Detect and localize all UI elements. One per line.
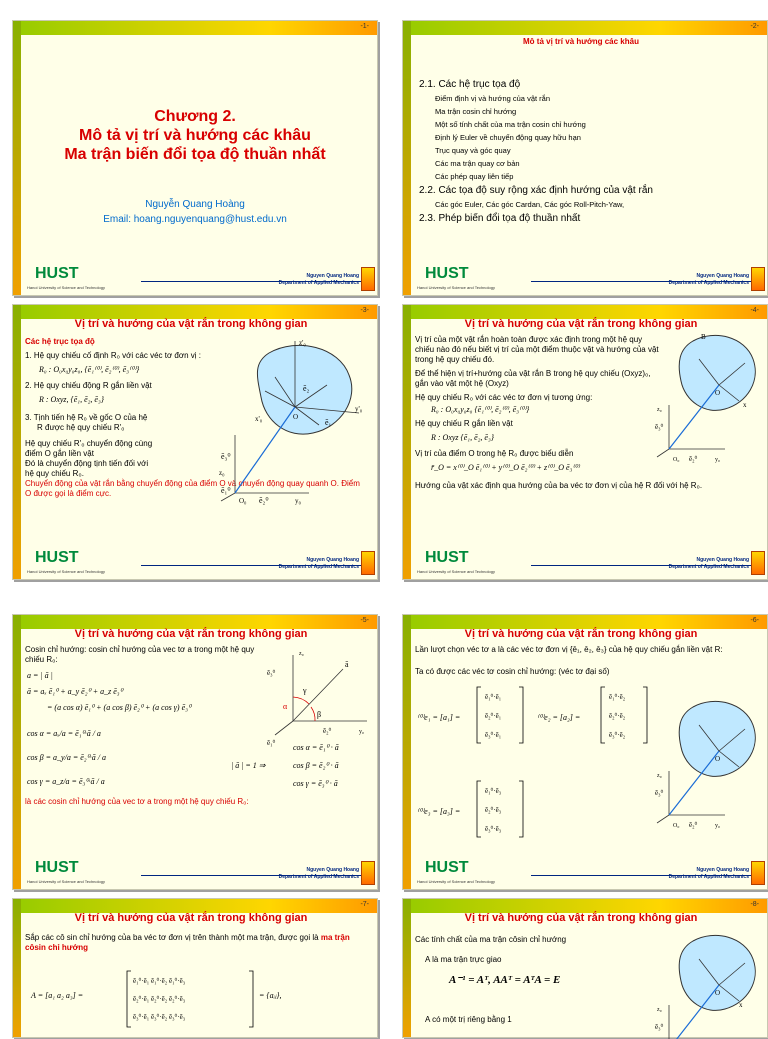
text-line: điểm O gắn liền vật (25, 449, 94, 458)
svg-text:β: β (317, 710, 322, 719)
footer-dept: Department of Applied Mechanics (668, 564, 749, 570)
equation: cos β = ē₂⁰ · ā (293, 761, 339, 770)
hust-logo-text: HUST (425, 859, 469, 876)
footer-author (279, 273, 359, 287)
toc-item: Ma trận cosin chỉ hướng (435, 107, 517, 116)
svg-text:ē₁⁰·ē₃: ē₁⁰·ē₃ (485, 787, 502, 795)
hust-logo-text: HUST (35, 265, 79, 282)
paragraph: Hệ quy chiếu R gắn liền vật (415, 419, 513, 428)
footer-author (279, 867, 359, 881)
slide-number: -3- (360, 307, 369, 314)
svg-text:ē₁⁰·ē₁: ē₁⁰·ē₁ (485, 693, 502, 701)
slide-header: Vị trí và hướng của vật rắn trong không gian (464, 628, 698, 640)
slide-5 (12, 614, 378, 890)
svg-text:O: O (715, 755, 721, 763)
svg-text:ē₂: ē₂ (303, 384, 310, 393)
svg-text:O: O (293, 413, 299, 421)
svg-text:O₀: O₀ (673, 823, 680, 829)
paragraph: Các tính chất của ma trận côsin chỉ hướng (415, 935, 567, 944)
slide-4 (402, 304, 768, 580)
slide-3 (12, 304, 378, 580)
paragraph: Vị trí của một vật rắn hoàn toàn được xác định trong một hệ quy chiếu nào đó nếu biết vị trí của một điểm thuộc vật và hướng của vật trong hệ quy chiếu đó. (415, 335, 659, 364)
toc-item: Các phép quay liên tiếp (435, 172, 514, 181)
equation: cos α = ē₁⁰ · ā (293, 743, 339, 752)
text-line: Hệ quy chiếu R'₀ chuyển động cùng (25, 439, 153, 448)
svg-text:ē₂⁰·ē₂: ē₂⁰·ē₂ (609, 712, 626, 720)
equation: cos α = aₓ/a = ē₁⁰·ā / a (27, 729, 101, 738)
toc-item: Điểm định vị và hướng của vật rắn (435, 94, 550, 103)
svg-text:ē₁⁰: ē₁⁰ (221, 486, 231, 495)
svg-text:ē₃⁰: ē₃⁰ (655, 1023, 664, 1031)
footer-author-name: Nguyen Quang Hoang (306, 557, 359, 563)
hust-subtitle: Hanoi University of Science and Technology (27, 285, 105, 290)
formula: R : Oxyz {ē₁, ē₂, ē₃} (431, 433, 494, 442)
hust-logo-text: HUST (35, 549, 79, 566)
footer-dept: Department of Applied Mechanics (278, 564, 359, 570)
svg-text:ē₁⁰·ē₁ ē₁⁰·ē₂ ē₁⁰·ē₃: ē₁⁰·ē₁ ē₁⁰·ē₂ ē₁⁰·ē₃ (133, 977, 186, 985)
svg-text:z₀: z₀ (657, 773, 662, 779)
svg-text:ē₃⁰: ē₃⁰ (655, 789, 664, 797)
toc-item: Định lý Euler về chuyển động quay hữu hạn (435, 133, 581, 142)
cover-title-line-2: Mô tả vị trí và hướng các khâu (79, 127, 311, 144)
svg-text:B: B (701, 333, 706, 341)
slide-number: -6- (750, 617, 759, 624)
toc-item: Một số tính chất của ma trận cosin chỉ hướng (435, 120, 586, 129)
toc-item: Trục quay và góc quay (435, 146, 511, 155)
svg-text:ē₂⁰·ē₁ ē₂⁰·ē₂ ē₂⁰·ē₃: ē₂⁰·ē₁ ē₂⁰·ē₂ ē₂⁰·ē₃ (133, 995, 186, 1003)
formula: R₀ : O₀x₀y₀z₀, {ē₁⁽⁰⁾, ē₂⁽⁰⁾, ē₃⁽⁰⁾} (39, 365, 140, 374)
paragraph: Để thể hiện vị trí+hướng của vật rắn B trong hệ quy chiếu (Oxyz)₀, gắn vào vật một hệ (Oxyz) (415, 369, 651, 388)
slide-header: Mô tả vị trí và hướng các khâu (523, 37, 639, 46)
svg-text:y₀: y₀ (715, 457, 721, 463)
hust-logo-text: HUST (425, 549, 469, 566)
slide-number: -5- (360, 617, 369, 624)
dept-logo-icon (751, 861, 765, 885)
slide-top-bar (411, 615, 767, 629)
direction-cosine-diagram (263, 645, 373, 745)
slide-header: Vị trí và hướng của vật rắn trong không gian (464, 912, 698, 924)
slide-number: -7- (360, 901, 369, 908)
footer-author (279, 557, 359, 571)
slide-side-bar (403, 615, 411, 889)
svg-text:y₀: y₀ (715, 823, 721, 829)
footer-author (669, 867, 749, 881)
dept-logo-icon (361, 551, 375, 575)
slide-side-bar (403, 21, 411, 295)
equation: = (a cos α) ē₁⁰ + (a cos β) ē₂⁰ + (a cos γ) ē₃⁰ (47, 703, 192, 712)
svg-text:ē₃⁰: ē₃⁰ (267, 669, 276, 677)
body-frame-diagram (649, 929, 765, 1039)
slide-footer (21, 265, 377, 295)
slide-header: Vị trí và hướng của vật rắn trong không gian (464, 318, 698, 330)
author-name: Nguyễn Quang Hoàng (145, 199, 245, 210)
svg-text:ē₂⁰·ē₃: ē₂⁰·ē₃ (485, 806, 502, 814)
svg-text:y₀: y₀ (359, 729, 365, 735)
section-subtitle: Các hệ trục tọa độ (25, 337, 95, 346)
svg-text:y'₀: y'₀ (355, 405, 363, 413)
slide-top-bar (411, 305, 767, 319)
svg-text:z₀: z₀ (299, 651, 304, 657)
slide-number: -2- (750, 23, 759, 30)
author-email: Email: hoang.nguyenquang@hust.edu.vn (103, 214, 287, 225)
slide-number: -1- (360, 23, 369, 30)
svg-text:z₀: z₀ (657, 1007, 662, 1013)
paragraph: Lần lượt chọn véc tơ a là các véc tơ đơn vị {ē₁, ē₂, ē₃} của hệ quy chiếu gắn liền vật R: (415, 645, 723, 654)
note: Chuyển động của vật rắn bằng chuyển động của điểm O và chuyển động quay quanh O. Điểm O được gọi là điểm cực. (25, 479, 360, 498)
footer-dept: Department of Applied Mechanics (278, 874, 359, 880)
text-line: 3. Tịnh tiến hệ R₀ về gốc O của hệ (25, 413, 148, 422)
svg-text:z₀: z₀ (219, 469, 225, 477)
formula: R : Oxyz, {ē₁, ē₂, ē₃} (39, 395, 104, 404)
svg-text:ē₃⁰: ē₃⁰ (655, 423, 664, 431)
slide-footer (411, 549, 767, 579)
footer-dept: Department of Applied Mechanics (668, 874, 749, 880)
svg-text:ē₂⁰: ē₂⁰ (323, 727, 332, 735)
svg-text:α: α (283, 702, 288, 711)
slide-side-bar (13, 21, 21, 295)
slide-header: Vị trí và hướng của vật rắn trong không gian (74, 912, 308, 924)
paragraph: Hệ quy chiếu R₀ với các véc tơ đơn vị tương ứng: (415, 393, 593, 402)
slide-footer (411, 859, 767, 889)
toc-heading-3: 2.3. Phép biến đổi tọa độ thuần nhất (419, 213, 581, 224)
equation: cos γ = a_z/a = ē₃⁰·ā / a (27, 777, 105, 786)
footer-author-name: Nguyen Quang Hoang (306, 867, 359, 873)
svg-text:ē₂⁰: ē₂⁰ (689, 455, 698, 463)
svg-text:z'₀: z'₀ (299, 339, 306, 347)
slide-header: Vị trí và hướng của vật rắn trong không gian (74, 318, 308, 330)
formula: R₀ : O₀x₀y₀z₀ {ē₁⁽⁰⁾, ē₂⁽⁰⁾, ē₃⁽⁰⁾} (431, 405, 530, 414)
hust-subtitle: Hanoi University of Science and Technology (417, 569, 495, 574)
matrix-e1 (475, 685, 525, 745)
toc-item: Các góc Euler, Các góc Cardan, Các góc Roll-Pitch-Yaw, (435, 200, 625, 209)
hust-logo-text: HUST (425, 265, 469, 282)
toc-heading-2: 2.2. Các tọa độ suy rộng xác định hướng của vật rắn (419, 185, 653, 196)
body-frame-diagram (649, 329, 765, 479)
svg-text:y₀: y₀ (295, 497, 301, 505)
svg-text:x: x (739, 1001, 743, 1009)
svg-text:ē₃⁰·ē₂: ē₃⁰·ē₂ (609, 731, 626, 739)
footer-author-name: Nguyen Quang Hoang (696, 557, 749, 563)
cover-author (33, 197, 357, 227)
svg-text:ē₃⁰: ē₃⁰ (221, 452, 231, 461)
formula: r̄_O = x⁽⁰⁾_O ē₁⁽⁰⁾ + y⁽⁰⁾_O ē₂⁽⁰⁾ + z⁽⁰⁾_O ē₃⁽⁰⁾ (431, 463, 580, 472)
slide-side-bar (13, 615, 21, 889)
matrix-e3 (475, 779, 525, 839)
equation: cos γ = ē₃⁰ · ā (293, 779, 338, 788)
svg-text:O: O (715, 989, 721, 997)
svg-text:ē₂⁰·ē₁: ē₂⁰·ē₁ (485, 712, 502, 720)
footer-author (669, 273, 749, 287)
slide-number: -8- (750, 901, 759, 908)
svg-text:ē₁⁰: ē₁⁰ (267, 739, 276, 747)
paragraph (25, 933, 365, 953)
dept-logo-icon (751, 551, 765, 575)
vector-e3: ⁽⁰⁾e₃ = [a₃] = (417, 807, 461, 816)
slide-number: -4- (750, 307, 759, 314)
text-line: hệ quy chiếu R₀. (25, 469, 84, 478)
svg-text:ē₁: ē₁ (325, 418, 332, 427)
text-line: R được hệ quy chiếu R'₀ (37, 423, 125, 432)
svg-text:x'₀: x'₀ (255, 415, 263, 423)
slide-side-bar (403, 899, 411, 1037)
svg-text:ā: ā (345, 660, 349, 669)
svg-text:O: O (715, 389, 721, 397)
paragraph: A là ma trận trực giao (425, 955, 502, 964)
slide-footer (411, 265, 767, 295)
slide-2 (402, 20, 768, 296)
matrix-e2 (599, 685, 649, 745)
toc (419, 77, 653, 226)
footer-dept: Department of Applied Mechanics (668, 280, 749, 286)
paragraph: Cosin chỉ hướng: cosin chỉ hướng của vec tơ a trong một hệ quy chiếu R₀: (25, 645, 255, 664)
toc-heading-1: 2.1. Các hệ trục tọa độ (419, 79, 521, 90)
hust-subtitle: Hanoi University of Science and Technology (27, 569, 105, 574)
direction-cosine-matrix (125, 969, 255, 1029)
paragraph: Hướng của vật xác định qua hướng của ba véc tơ đơn vị của hệ R đối với hệ R₀. (415, 481, 703, 490)
slide-side-bar (13, 305, 21, 579)
slide-header: Vị trí và hướng của vật rắn trong không gian (74, 628, 308, 640)
cover-title-line-1: Chương 2. (154, 108, 236, 125)
slide-side-bar (13, 899, 21, 1037)
cover-title (33, 107, 357, 164)
svg-text:O₀: O₀ (239, 497, 247, 505)
slide-top-bar (21, 21, 377, 35)
footer-dept: Department of Applied Mechanics (278, 280, 359, 286)
text-line: Đó là chuyển động tịnh tiến đối với (25, 459, 149, 468)
svg-text:ē₂⁰: ē₂⁰ (259, 496, 269, 505)
paragraph: A có một trị riêng bằng 1 (425, 1015, 512, 1024)
slide-top-bar (21, 305, 377, 319)
text-line: 2. Hệ quy chiếu động R gắn liền vật (25, 381, 152, 390)
note: là các cosin chỉ hướng của vec tơ a trong một hệ quy chiếu R₀: (25, 797, 249, 806)
paragraph-text: Sắp các cô sin chỉ hướng của ba véc tơ đơn vị trên thành một ma trận, được gọi là (25, 933, 319, 942)
matrix-equation: A = [a₁ a₂ a₃] = (31, 991, 84, 1000)
slide-1 (12, 20, 378, 296)
body-frame-diagram (649, 695, 765, 845)
slide-top-bar (411, 899, 767, 913)
dept-logo-icon (361, 861, 375, 885)
equation: ā = aₓ ē₁⁰ + a_y ē₂⁰ + a_z ē₃⁰ (27, 687, 123, 696)
highlight-term: ma trận côsin chỉ hướng (25, 933, 350, 952)
matrix-equation-rhs: = {aᵢⱼ}, (259, 991, 282, 1000)
slide-7 (12, 898, 378, 1038)
hust-subtitle: Hanoi University of Science and Technology (417, 285, 495, 290)
toc-item: Các ma trận quay cơ bản (435, 159, 520, 168)
slide-top-bar (411, 21, 767, 35)
slide-footer (21, 549, 377, 579)
footer-author-name: Nguyen Quang Hoang (696, 867, 749, 873)
dept-logo-icon (361, 267, 375, 291)
text-line: 1. Hệ quy chiếu cố định R₀ với các véc tơ đơn vị : (25, 351, 202, 360)
paragraph: Vị trí của điểm O trong hệ R₀ được biểu diễn (415, 449, 574, 458)
hust-logo-text: HUST (35, 859, 79, 876)
svg-text:z₀: z₀ (657, 407, 662, 413)
footer-author-name: Nguyen Quang Hoang (306, 273, 359, 279)
orthogonality-equation: A⁻¹ = Aᵀ, AAᵀ = AᵀA = E (449, 974, 561, 986)
slide-side-bar (403, 305, 411, 579)
svg-text:ē₂⁰: ē₂⁰ (689, 821, 698, 829)
svg-text:ē₃⁰·ē₃: ē₃⁰·ē₃ (485, 825, 502, 833)
frame-diagram (209, 335, 373, 505)
vector-e1: ⁽⁰⁾e₁ = [a₁] = (417, 713, 461, 722)
cover-title-line-3: Ma trận biến đổi tọa độ thuần nhất (64, 146, 326, 163)
unit-condition: | ā | = 1 ⇒ (231, 761, 266, 770)
paragraph: Ta có được các véc tơ cosin chỉ hướng: (véc tơ đại số) (415, 667, 610, 676)
dept-logo-icon (751, 267, 765, 291)
footer-author (669, 557, 749, 571)
slide-top-bar (21, 899, 377, 913)
svg-text:ē₃⁰·ē₁ ē₃⁰·ē₂ ē₃⁰·ē₃: ē₃⁰·ē₁ ē₃⁰·ē₂ ē₃⁰·ē₃ (133, 1013, 186, 1021)
vector-e2: ⁽⁰⁾e₂ = [a₂] = (537, 713, 581, 722)
equation: a = | ā | (27, 671, 53, 680)
slide-8 (402, 898, 768, 1038)
svg-text:x: x (743, 401, 747, 409)
slide-footer (21, 859, 377, 889)
hust-subtitle: Hanoi University of Science and Technology (417, 879, 495, 884)
slide-top-bar (21, 615, 377, 629)
svg-text:ē₁⁰·ē₂: ē₁⁰·ē₂ (609, 693, 626, 701)
equation: cos β = a_y/a = ē₂⁰·ā / a (27, 753, 106, 762)
svg-text:O₀: O₀ (673, 457, 680, 463)
svg-text:γ: γ (303, 686, 307, 695)
footer-author-name: Nguyen Quang Hoang (696, 273, 749, 279)
hust-subtitle: Hanoi University of Science and Technology (27, 879, 105, 884)
slide-6 (402, 614, 768, 890)
svg-text:ē₃⁰·ē₁: ē₃⁰·ē₁ (485, 731, 502, 739)
